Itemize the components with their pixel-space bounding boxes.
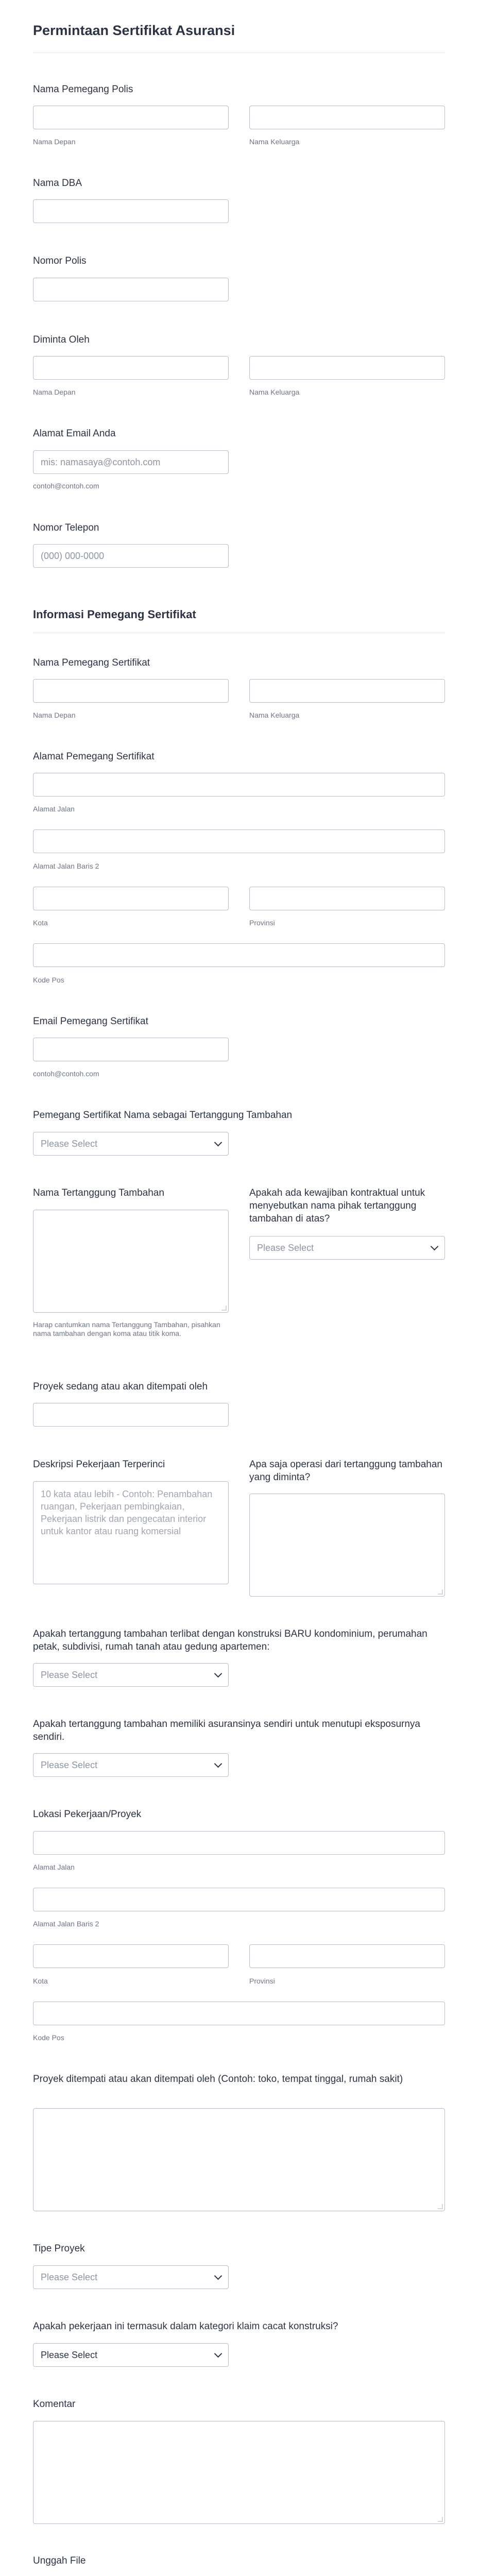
cert-holder-name-label: Nama Pemegang Sertifikat (33, 657, 150, 668)
policy-number-input[interactable] (33, 278, 229, 301)
requested-by-label: Diminta Oleh (33, 334, 90, 345)
cert-holder-address-label: Alamat Pemegang Sertifikat (33, 751, 155, 762)
chevron-down-icon (214, 1760, 223, 1768)
defect-claim-label: Apakah pekerjaan ini termasuk dalam kategori klaim cacat konstruksi? (33, 2321, 338, 2332)
requested-by-last-name-input[interactable] (249, 356, 445, 380)
new-construction-label: Apakah tertanggung tambahan terlibat dengan konstruksi BARU kondominium, perumahan petak, subdivisi, rumah tanah atau gedung apartemen: (33, 1629, 427, 1652)
email-label: Alamat Email Anda (33, 428, 116, 439)
defect-claim-select-value: Please Select (41, 2350, 98, 2360)
policy-holder-name-label: Nama Pemegang Polis (33, 84, 133, 95)
chevron-down-icon (214, 2350, 223, 2358)
form-title: Permintaan Sertifikat Asuransi (33, 23, 235, 38)
additional-insured-name-textarea[interactable] (33, 1210, 229, 1313)
cert-holder-city-input[interactable] (33, 887, 229, 910)
occupied-examples-label: Proyek ditempati atau akan ditempati oleh (Contoh: toko, tempat tinggal, rumah sakit) (33, 2074, 403, 2084)
policy-number-label: Nomor Polis (33, 256, 87, 266)
phone-input[interactable]: (000) 000-0000 (33, 544, 229, 568)
project-province-input[interactable] (249, 1944, 445, 1968)
chevron-down-icon (214, 2272, 223, 2280)
cert-holder-city-sublabel: Kota (33, 919, 48, 927)
cert-holder-street-input[interactable] (33, 773, 445, 796)
own-insurance-select-value: Please Select (41, 1760, 98, 1770)
cert-holder-zip-input[interactable] (33, 943, 445, 967)
cert-holder-last-name-input[interactable] (249, 679, 445, 703)
resize-grip-icon (438, 2517, 443, 2522)
project-type-label: Tipe Proyek (33, 2243, 85, 2254)
defect-claim-select[interactable] (33, 2343, 229, 2367)
cert-holder-email-sublabel: contoh@contoh.com (33, 1070, 99, 1078)
cert-holder-street2-input[interactable] (33, 829, 445, 853)
project-city-input[interactable] (33, 1944, 229, 1968)
cert-holder-province-input[interactable] (249, 887, 445, 910)
chevron-down-icon (214, 1139, 223, 1147)
new-construction-select-value: Please Select (41, 1670, 98, 1680)
policy-holder-last-name-input[interactable] (249, 106, 445, 129)
cert-holder-last-name-sublabel: Nama Keluarga (249, 711, 300, 719)
own-insurance-label: Apakah tertanggung tambahan memiliki asuransinya sendiri untuk menutupi eksposurnya sendiri. (33, 1719, 420, 1742)
own-insurance-select[interactable] (33, 1753, 229, 1777)
project-street2-sublabel: Alamat Jalan Baris 2 (33, 1920, 99, 1928)
dba-name-input[interactable] (33, 199, 229, 223)
project-occupied-input[interactable] (33, 1403, 229, 1427)
comments-textarea[interactable] (33, 2421, 445, 2524)
project-occupied-label: Proyek sedang atau akan ditempati oleh (33, 1381, 208, 1392)
email-sublabel: contoh@contoh.com (33, 482, 99, 490)
cert-holder-zip-sublabel: Kode Pos (33, 976, 64, 984)
cert-holder-province-sublabel: Provinsi (249, 919, 275, 927)
project-type-select-value: Please Select (41, 2272, 98, 2282)
policy-holder-first-name-input[interactable] (33, 106, 229, 129)
cert-holder-email-input[interactable] (33, 1038, 229, 1061)
chevron-down-icon (431, 1243, 439, 1251)
resize-grip-icon (438, 1589, 443, 1595)
cert-holder-first-name-input[interactable] (33, 679, 229, 703)
project-zip-input[interactable] (33, 2002, 445, 2025)
requested-by-first-name-input[interactable] (33, 356, 229, 380)
operations-textarea[interactable] (249, 1494, 445, 1597)
cert-holder-email-label: Email Pemegang Sertifikat (33, 1016, 148, 1027)
cert-holder-street2-sublabel: Alamat Jalan Baris 2 (33, 862, 99, 870)
project-type-select[interactable] (33, 2265, 229, 2289)
chevron-down-icon (214, 1670, 223, 1678)
additional-insured-name-label: Nama Tertanggung Tambahan (33, 1188, 164, 1198)
requested-by-first-name-sublabel: Nama Depan (33, 388, 76, 396)
project-province-sublabel: Provinsi (249, 1977, 275, 1985)
project-location-label: Lokasi Pekerjaan/Proyek (33, 1809, 142, 1820)
email-input[interactable]: mis: namasaya@contoh.com (33, 450, 229, 474)
contract-obligation-select-value: Please Select (257, 1243, 314, 1253)
contract-obligation-label: Apakah ada kewajiban kontraktual untuk menyebutkan nama pihak tertanggung tambahan di atas? (249, 1188, 425, 1224)
upload-label: Unggah File (33, 2555, 86, 2566)
requested-by-last-name-sublabel: Nama Keluarga (249, 388, 300, 396)
operations-label: Apa saja operasi dari tertanggung tambahan yang diminta? (249, 1459, 442, 1483)
project-street-input[interactable] (33, 1831, 445, 1855)
project-street2-input[interactable] (33, 1888, 445, 1911)
occupied-examples-textarea[interactable] (33, 2108, 445, 2211)
policy-holder-last-name-sublabel: Nama Keluarga (249, 138, 300, 146)
dba-name-label: Nama DBA (33, 178, 82, 189)
project-city-sublabel: Kota (33, 1977, 48, 1985)
project-street-sublabel: Alamat Jalan (33, 1863, 75, 1871)
phone-label: Nomor Telepon (33, 522, 99, 533)
additional-insured-name-sublabel: Harap cantumkan nama Tertanggung Tambahan, pisahkan nama tambahan dengan koma atau titik koma. (33, 1320, 220, 1337)
work-description-label: Deskripsi Pekerjaan Terperinci (33, 1459, 165, 1470)
policy-holder-first-name-sublabel: Nama Depan (33, 138, 76, 146)
work-description-textarea[interactable]: 10 kata atau lebih - Contoh: Penambahan ruangan, Pekerjaan pembingkaian, Pekerjaan listrik dan pengecatan interior untuk kantor atau ruang komersial (33, 1481, 229, 1584)
project-zip-sublabel: Kode Pos (33, 2033, 64, 2042)
additional-insured-select[interactable] (33, 1132, 229, 1156)
new-construction-select[interactable] (33, 1663, 229, 1687)
resize-grip-icon (221, 1306, 227, 1311)
resize-grip-icon (438, 2204, 443, 2209)
comments-label: Komentar (33, 2399, 76, 2410)
certificate-holder-section-title: Informasi Pemegang Sertifikat (33, 608, 196, 621)
additional-insured-label: Pemegang Sertifikat Nama sebagai Tertanggung Tambahan (33, 1110, 293, 1121)
contract-obligation-select[interactable] (249, 1236, 445, 1260)
cert-holder-street-sublabel: Alamat Jalan (33, 805, 75, 813)
cert-holder-first-name-sublabel: Nama Depan (33, 711, 76, 719)
additional-insured-select-value: Please Select (41, 1139, 98, 1149)
